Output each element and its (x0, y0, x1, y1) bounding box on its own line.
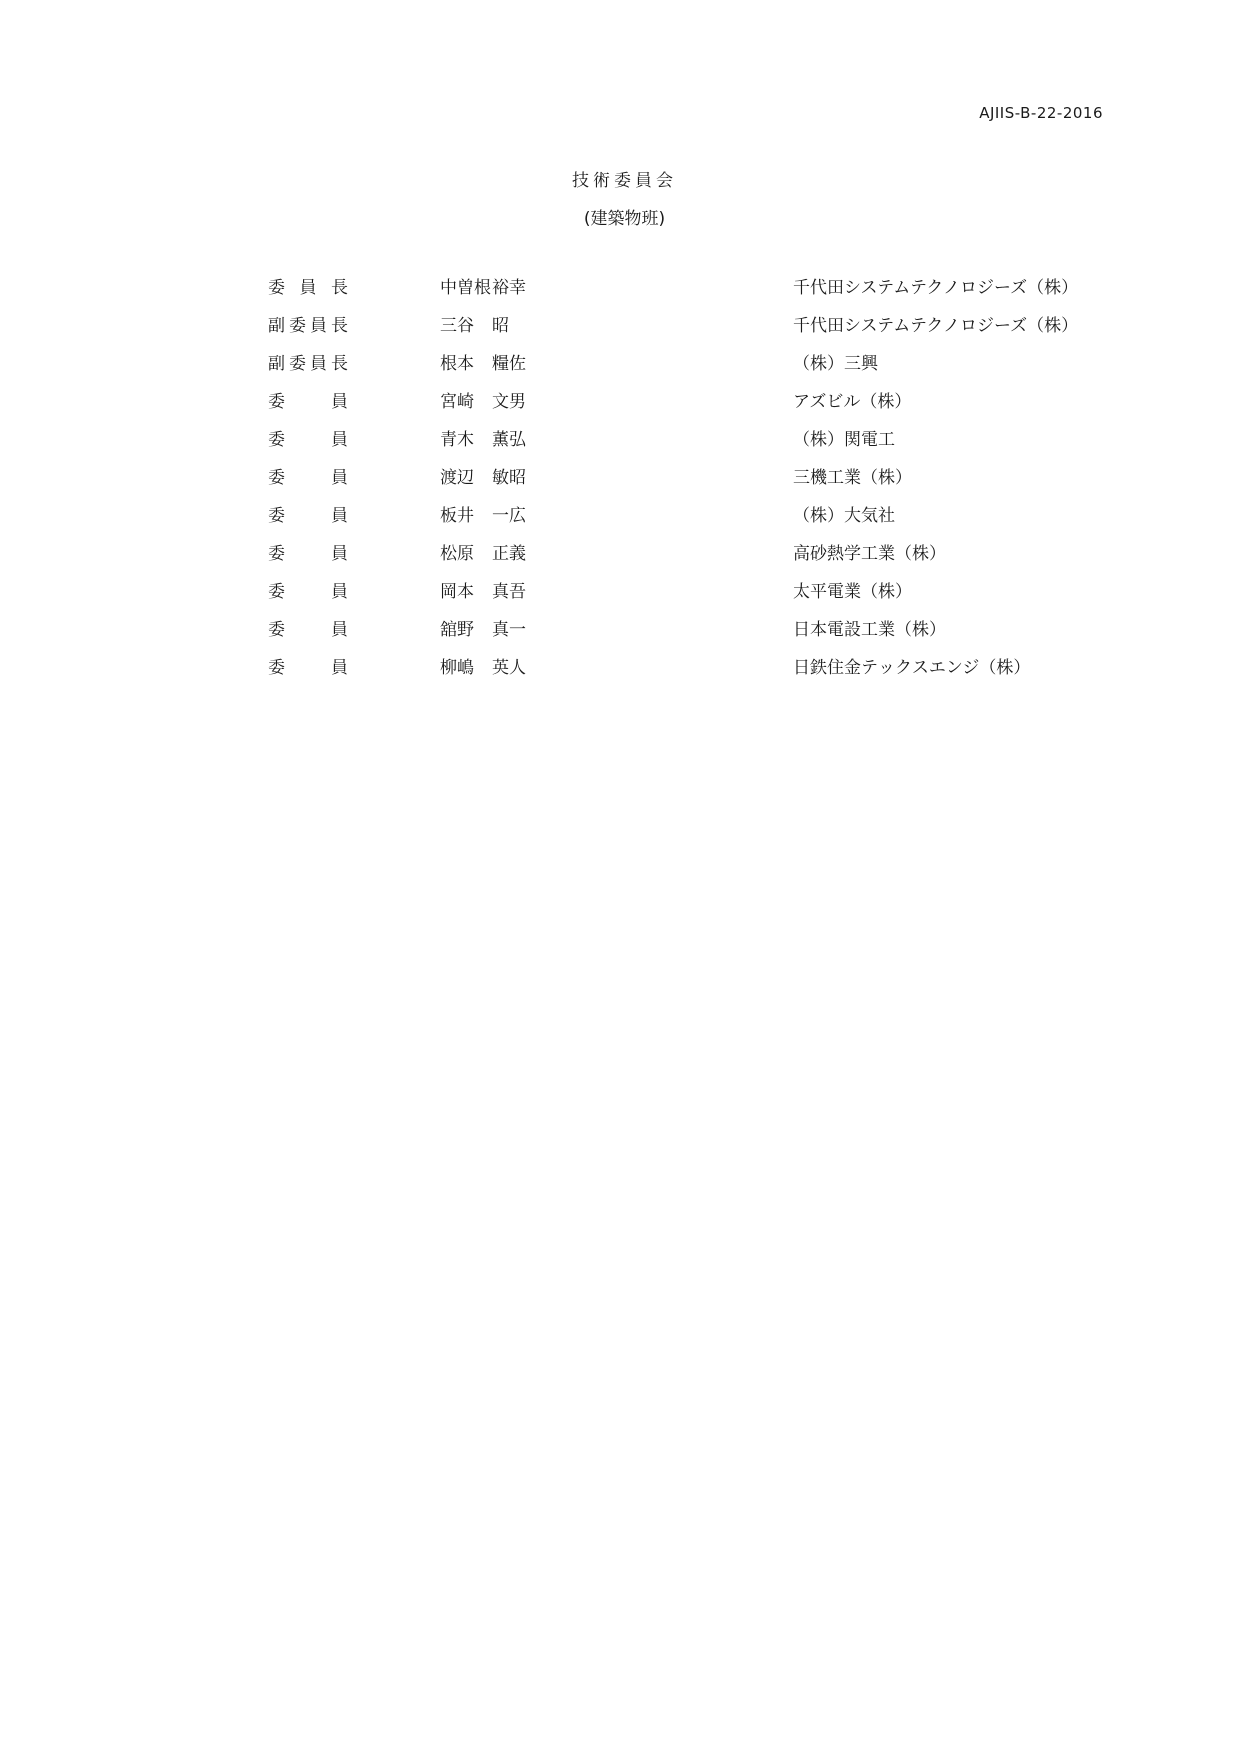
member-role (268, 390, 348, 414)
member-organization: 三機工業（株） (793, 468, 912, 488)
member-role (268, 542, 348, 566)
member-organization: 日鉄住金テックスエンジ（株） (793, 658, 1031, 678)
member-name (440, 314, 640, 338)
member-role (268, 352, 348, 376)
member-given-name: 薫弘 (492, 430, 526, 450)
member-given-name: 昭 (492, 316, 509, 336)
member-role-char: 員 (331, 658, 348, 678)
member-role-char: 副 (268, 354, 285, 374)
member-row (268, 314, 1128, 352)
member-organization: 太平電業（株） (793, 582, 912, 602)
member-name (440, 542, 640, 566)
member-name (440, 580, 640, 604)
member-role-char: 委 (289, 316, 306, 336)
member-organization: アズビル（株） (793, 392, 912, 412)
member-family-name: 三谷 (440, 316, 474, 336)
member-role-char: 員 (310, 354, 327, 374)
member-family-name: 舘野 (440, 620, 474, 640)
member-family-name: 根本 (440, 354, 474, 374)
member-family-name: 中曽根 (440, 278, 491, 298)
member-role (268, 580, 348, 604)
member-role (268, 314, 348, 338)
member-row (268, 276, 1128, 314)
page-subtitle: (建築物班) (583, 209, 666, 229)
member-role-char: 委 (268, 392, 285, 412)
member-name (440, 656, 640, 680)
member-name (440, 466, 640, 490)
member-organization: （株）三興 (793, 354, 878, 374)
member-row (268, 542, 1128, 580)
member-given-name: 糧佐 (492, 354, 526, 374)
member-row (268, 428, 1128, 466)
member-role (268, 276, 348, 300)
member-role-char: 委 (268, 430, 285, 450)
member-role-char: 員 (331, 544, 348, 564)
member-role-char: 委 (268, 582, 285, 602)
member-role-char: 員 (331, 430, 348, 450)
member-role-char: 員 (310, 316, 327, 336)
member-organization: 日本電設工業（株） (793, 620, 946, 640)
member-role-char: 長 (331, 316, 348, 336)
member-row (268, 656, 1128, 694)
member-family-name: 柳嶋 (440, 658, 474, 678)
member-role-char: 員 (299, 278, 317, 298)
member-role-char: 長 (331, 354, 348, 374)
member-row (268, 580, 1128, 618)
member-given-name: 英人 (492, 658, 526, 678)
member-name (440, 504, 640, 528)
member-role (268, 428, 348, 452)
member-row (268, 504, 1128, 542)
member-organization: 高砂熱学工業（株） (793, 544, 946, 564)
member-row (268, 352, 1128, 390)
member-family-name: 渡辺 (440, 468, 474, 488)
member-organization: 千代田システムテクノロジーズ（株） (793, 316, 1079, 336)
member-family-name: 青木 (440, 430, 474, 450)
member-name (440, 276, 640, 300)
member-name (440, 618, 640, 642)
member-name (440, 352, 640, 376)
member-row (268, 618, 1128, 656)
member-role (268, 504, 348, 528)
member-given-name: 文男 (492, 392, 526, 412)
page-title: 技術委員会 (572, 171, 677, 191)
member-family-name: 宮崎 (440, 392, 474, 412)
member-role-char: 委 (268, 544, 285, 564)
member-role-char: 委 (268, 278, 285, 298)
member-role-char: 委 (268, 468, 285, 488)
member-role-char: 員 (331, 582, 348, 602)
member-family-name: 板井 (440, 506, 474, 526)
member-role (268, 466, 348, 490)
member-name (440, 390, 640, 414)
member-row (268, 466, 1128, 504)
member-given-name: 裕幸 (492, 278, 526, 298)
member-organization: 千代田システムテクノロジーズ（株） (793, 278, 1079, 298)
member-role-char: 委 (268, 506, 285, 526)
member-organization: （株）関電工 (793, 430, 895, 450)
member-name (440, 428, 640, 452)
member-role-char: 委 (289, 354, 306, 374)
member-role-char: 員 (331, 392, 348, 412)
member-given-name: 敏昭 (492, 468, 526, 488)
member-role-char: 長 (331, 278, 348, 298)
committee-member-list (268, 276, 1128, 694)
member-given-name: 正義 (492, 544, 526, 564)
member-given-name: 真吾 (492, 582, 526, 602)
member-role-char: 委 (268, 620, 285, 640)
member-role (268, 618, 348, 642)
member-given-name: 一広 (492, 506, 526, 526)
member-role-char: 員 (331, 506, 348, 526)
member-role-char: 員 (331, 620, 348, 640)
member-family-name: 松原 (440, 544, 474, 564)
document-id: AJIIS-B-22-2016 (979, 104, 1103, 122)
member-role-char: 員 (331, 468, 348, 488)
member-family-name: 岡本 (440, 582, 474, 602)
member-row (268, 390, 1128, 428)
member-role (268, 656, 348, 680)
member-organization: （株）大気社 (793, 506, 895, 526)
member-role-char: 委 (268, 658, 285, 678)
member-role-char: 副 (268, 316, 285, 336)
member-given-name: 真一 (492, 620, 526, 640)
